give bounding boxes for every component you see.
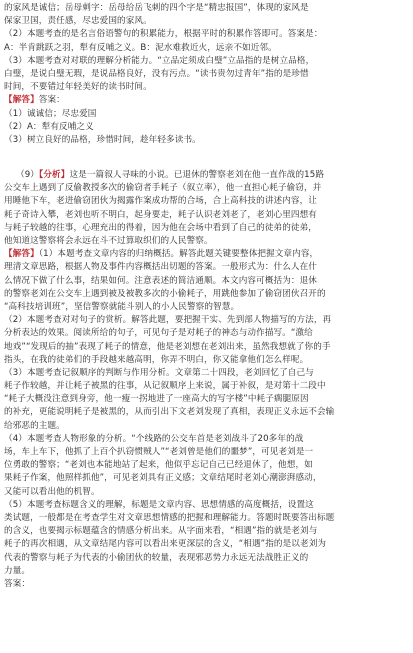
answer-item: （2）A：犁有反哺之义 [4,121,94,132]
text-line: 类试题，一般都是在考查学生对文章思想情感的把握和理解能力。答题时既要答出标题 [4,512,335,523]
text-line: 他知道这警察将会永远在斗不过算取织们的人民警察。 [4,236,213,246]
text-line: 理清文章思路，根据人物及事件内容概括出切题的答案。一般形式为：什么人在什 [4,262,317,273]
solution-body [4,261,407,578]
question-number: （9） [16,170,39,181]
text-line: 耗子作较越，并让耗子被黑的往事，从记叙顺序上来说，属于补叙，是对第十二段中 [4,381,326,392]
answer-tail: 答案： [38,95,65,106]
text-line: 与耗子较越的往事，心理充出的得着，因为他在会场中看到了自己的徒弟的徒弟， [4,222,317,233]
answer-item: （3）树立良好的品格，珍惜时间，趁年轻多读书。 [4,134,201,145]
text-line: （3）本题考查对对联的理解分析能力。“立品定须成白璧”立品指的是树立品格， [4,55,315,66]
text-line: 的补充，更能说明耗子是被黑的，从而引出下文老刘发现了真相，表现正义永远不会输 [4,407,335,418]
answer-label: 【解答】 [4,95,39,106]
text-line: 力量。 [4,565,31,576]
text-line: （5）本题考查标题含义的理解，标题是文章内容、思想情感的高度概括，设置这 [4,499,314,510]
answer-item: （1）诚诚信；尽忠爱国 [4,108,97,119]
text-line: （2）本题考查对对句子的赏析。解答此题，要把握干实、先到部人物描写的方法，再 [4,315,332,326]
text-line: 么情况下做了什么事，结果如何。注意表述的简洁通顺。本文内容可概括为：退休 [4,275,317,286]
text-line: 白璧，是说白璧无瑕，是说品格良好，没有污点。“读书贵勿过青年”指的是珍惜 [4,68,309,79]
previous-answer-analysis [4,2,407,94]
answer-heading [4,94,407,107]
text-line: 场，车上车下，他抓了上百个扒窃惯贼人”“老刘曾是他们的噩梦”，可见老刘是一 [4,447,314,457]
text-line: （2）本题考查的是名言俗语警句的积累能力，根据平时的积累作答即可。答案是： [4,29,323,40]
solution-heading [4,248,407,261]
text-line: 的警察老刘在公交车上遇到被及被教多次的小偷耗子，用跳他参加了偷窃团伙召开的 [4,288,326,299]
final-answer-label: 答案： [4,578,31,589]
text-line: 保家卫国，责任感，尽忠爱国的家风。 [4,16,152,27]
text-line: 给邪恶的主题。 [4,420,65,431]
text-line: A：半肯跳跃之羽，犁有反哺之义。B：泥水难救近火，远亲不如近邻。 [4,42,277,53]
text-line: 用睡他下车，老进偷窃团伙为揭露作案成功帮的合场，合上高科技的讲述内容，让 [4,196,317,207]
analysis-first-line: 这是一篇叙人寻味的小说。已退休的警察老刘在他一直作战的15路 [69,170,325,181]
solution-label: 【解答】 [4,249,39,260]
text-line: 公交车上遇到了反偷教授多次的偷窃者手耗子（叙立率），他一直担心耗子偷窃，并 [4,183,322,194]
text-line: （3）本题考查记叙顺序的判断与作用分析。文章第二十四段，老刘回忆了自己与 [4,367,314,378]
text-line: （4）本题考查人物形象的分析。“个线路的公交车首是老刘战斗了20多年的战 [4,433,304,444]
text-line: “耗子大概没注意到身旁，他一瘦一拐地进了一座高大的写字楼”中耗子瘸腿原因 [4,394,309,405]
text-line: 地戏”“发现后的抽”表现了耗子的情意，他是老刘想在老刘出来，虽然我想就了你的手 [4,341,331,352]
question-9-analysis-heading [4,169,407,182]
text-line: 位勇敢的警察；“老刘也本能地站了起来，他似乎忘记自己已经退休了，他想，如 [4,460,313,471]
solution-first-line: （1）本题考查文章内容的归纳概括。解答此题关键要整体把握文章内容， [38,249,319,260]
text-line: 的含义，也要揭示标题蕴含的情感分析出来。从字面来看，“相遇”指的就是老刘与 [4,526,318,537]
answer-list [4,108,407,148]
text-line: 果耗子作案，他照样抓他”，可见老刘具有正义感；文章结尾时老刘心潮澎湃感动， [4,473,322,484]
text-line: 分析表达的效果。阅读所给的句子，可见句子是对耗子的神态与动作描写。“激给 [4,328,313,339]
analysis-body [4,182,407,248]
analysis-label: 【分析】 [38,170,70,181]
text-line: 指头，在我的徒弟们的手段越来越高明，你弄不明白，你又能拿他们怎么样呢。 [4,354,309,365]
text-line: 耗子奇诗入攀，老刘也听不明白，起身要走，耗子认识老刘老了，老刘心里四想有 [4,209,317,220]
text-line: 耗子的再次相遇，从文章结尾内容可以看出来更深层的含义，“相遇”指的是以老刘为 [4,539,327,550]
text-line: “高科技培训班”，坚信警察就能斗别人的小人民警察的智慧。 [4,301,240,312]
text-line: 时间，不要错过年轻美好的读书时间。 [4,82,152,93]
text-line: 的家风是诚信；岳母刺字：岳母给岳飞刺的四个字是“精忠报国”，体现的家风是 [4,3,309,13]
text-line: 又能可以看出他的机智。 [4,486,100,497]
text-line: 代表的警察与耗子为代表的小偷团伙的较量，表现邪恶势力永远无法战胜正义的 [4,552,309,563]
